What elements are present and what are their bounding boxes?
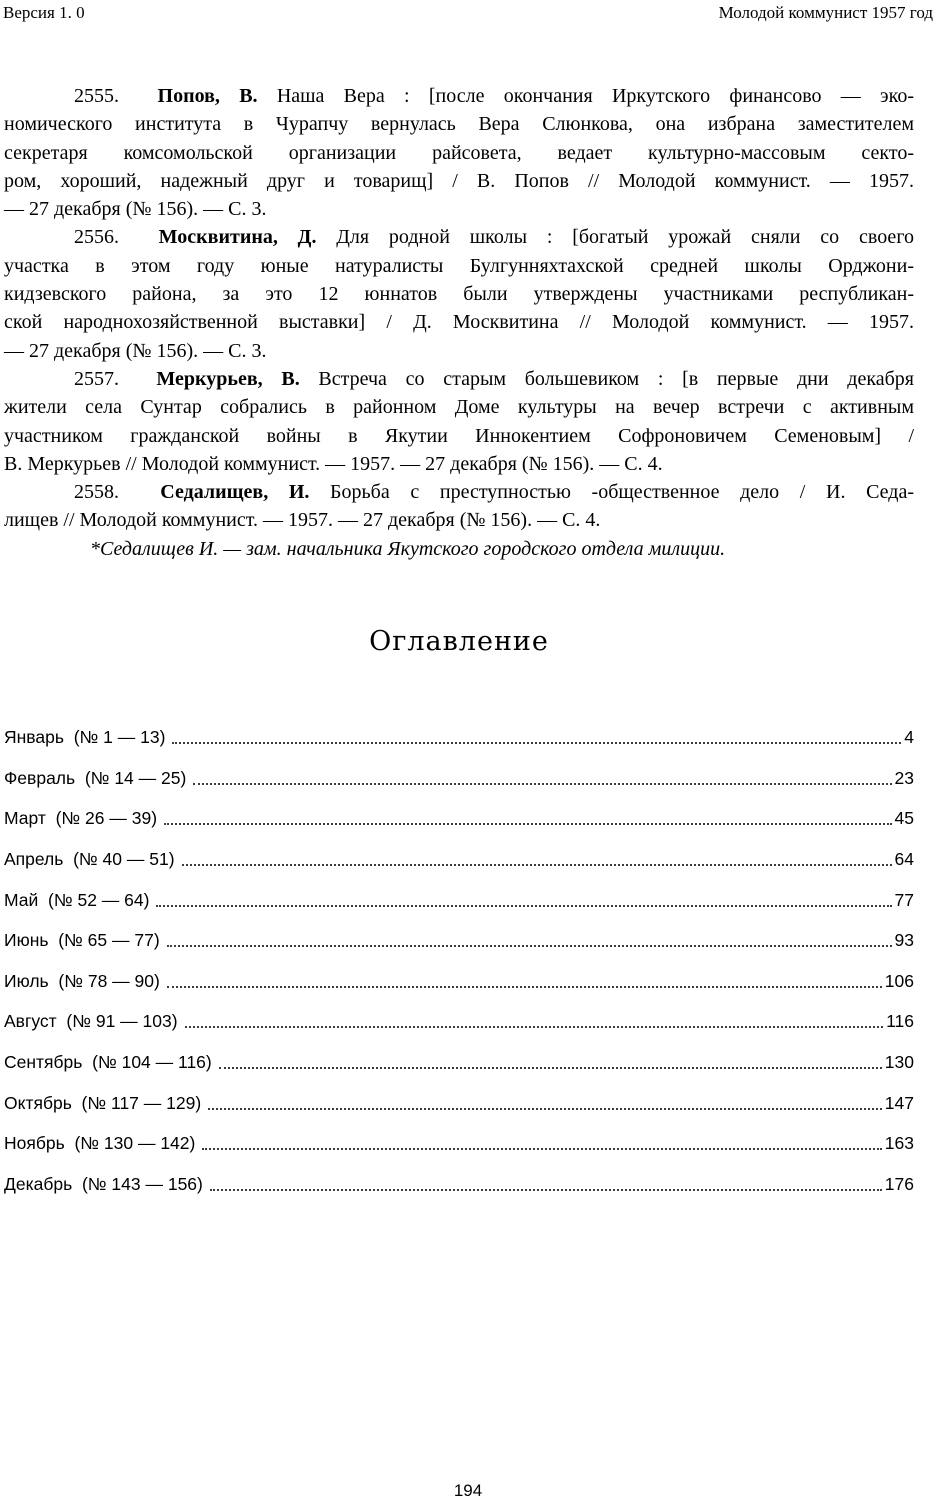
toc-page-number: 77 <box>894 889 914 910</box>
toc-page-number: 23 <box>894 767 914 788</box>
toc-label: Февраль (№ 14 — 25) <box>4 767 187 788</box>
page-header <box>3 2 933 24</box>
entry-line: лищев // Молодой коммунист. — 1957. — 27 декабря (№ 156). — С. 4. <box>4 509 601 532</box>
toc-label: Сентябрь (№ 104 — 116) <box>4 1052 212 1073</box>
toc-row <box>4 1042 914 1083</box>
entry-first-line: 2555. Попов, В. Наша Вера : [после окончания Иркутского финансово — эко- <box>74 85 914 107</box>
toc-row <box>4 798 914 839</box>
header-version-label: Версия 1. 0 <box>3 3 85 22</box>
toc-page-number: 147 <box>884 1092 914 1113</box>
toc-row <box>4 758 914 799</box>
toc-page-number: 130 <box>884 1052 914 1073</box>
toc-row <box>4 1001 914 1042</box>
toc-page-number: 176 <box>884 1174 914 1195</box>
entry-first-line: 2558. Седалищев, И. Борьба с преступностью -общественное дело / И. Седа- <box>74 481 915 504</box>
toc-label: Апрель (№ 40 — 51) <box>4 848 175 869</box>
toc-leader-dots <box>208 1108 882 1110</box>
entry-author: Москвитина, Д. <box>158 226 317 249</box>
toc-label: Июль (№ 78 — 90) <box>4 970 160 991</box>
bibliography <box>4 82 914 535</box>
toc-page-number: 45 <box>894 808 914 829</box>
entry-line: номического института в Чурапчу вернулась Вера Слюнкова, она избрана заместителем <box>4 113 914 136</box>
toc-label: Март (№ 26 — 39) <box>4 808 158 829</box>
toc-page-number: 116 <box>886 1011 914 1032</box>
entry-author: Седалищев, И. <box>160 481 310 504</box>
bibliography-entry <box>4 82 914 223</box>
toc-row <box>4 1083 914 1124</box>
toc-label: Январь (№ 1 — 13) <box>4 727 166 747</box>
entry-number: 2556. <box>74 226 119 249</box>
entry-line: жители села Сунтар собрались в районном Доме культуры на вечер встречи с активным <box>4 396 914 419</box>
entry-number: 2557. <box>74 367 119 390</box>
entry-annotation-note: *Седалищев И. — зам. начальника Якутского городского отдела милиции. <box>90 537 726 560</box>
entry-line: В. Меркурьев // Молодой коммунист. — 1957. — 27 декабря (№ 156). — С. 4. <box>4 452 663 475</box>
toc-leader-dots <box>202 1148 881 1150</box>
toc-label: Декабрь (№ 143 — 156) <box>4 1174 203 1195</box>
toc-label: Май (№ 52 — 64) <box>4 889 150 910</box>
toc-leader-dots <box>219 1067 882 1069</box>
toc-row <box>4 717 914 758</box>
toc-row <box>4 920 914 961</box>
toc-page-number: 163 <box>884 1133 914 1154</box>
toc-leader-dots <box>156 905 891 907</box>
toc-row <box>4 961 914 1002</box>
toc-page-number: 106 <box>884 970 914 991</box>
toc-row <box>4 1123 914 1164</box>
toc-label: Октябрь (№ 117 — 129) <box>4 1092 202 1113</box>
entry-line: участником гражданской войны в Якутии Иннокентием Софроновичем Семеновым] / <box>4 424 914 447</box>
toc-leader-dots <box>210 1189 882 1191</box>
toc-label: Август (№ 91 — 103) <box>4 1011 178 1032</box>
entry-line: кидзевского района, за это 12 юннатов были утверждены участниками республикан- <box>4 283 914 306</box>
header-source-title: Молодой коммунист 1957 год <box>718 3 933 22</box>
entry-line: — 27 декабря (№ 156). — С. 3. <box>4 339 267 362</box>
toc-page-number: 4 <box>904 727 914 747</box>
toc-row <box>4 880 914 921</box>
entry-line: секретаря комсомольской организации райсовета, ведает культурно-массовым секто- <box>4 141 914 164</box>
entry-line: — 27 декабря (№ 156). — С. 3. <box>4 198 267 221</box>
toc-leader-dots <box>172 742 901 744</box>
entry-first-line: 2557. Меркурьев, В. Встреча со старым большевиком : [в первые дни декабря <box>74 367 915 390</box>
bibliography-section <box>4 82 914 563</box>
toc-title: Оглавление <box>369 626 549 657</box>
bibliography-entry <box>4 223 914 364</box>
entry-first-line: 2556. Москвитина, Д. Для родной школы : [богатый урожай сняли со своего <box>74 226 915 249</box>
entry-author: Попов, В. <box>157 85 258 107</box>
entry-number: 2558. <box>74 481 119 504</box>
entry-number: 2555. <box>74 85 119 107</box>
toc-leader-dots <box>167 986 882 988</box>
toc-row <box>4 1164 914 1205</box>
toc-leader-dots <box>167 945 892 947</box>
toc-leader-dots <box>164 823 891 825</box>
toc-leader-dots <box>182 864 892 866</box>
toc-leader-dots <box>193 783 891 785</box>
bibliography-entry <box>4 365 914 478</box>
toc-label: Ноябрь (№ 130 — 142) <box>4 1133 196 1154</box>
footer-page-number: 194 <box>453 1481 483 1500</box>
toc-leader-dots <box>185 1026 884 1028</box>
toc-row <box>4 839 914 880</box>
toc-page-number: 64 <box>894 848 914 869</box>
toc-list <box>4 717 914 1205</box>
entry-line: ром, хороший, надежный друг и товарищ] / В. Попов // Молодой коммунист. — 1957. <box>4 169 914 192</box>
bibliography-entry <box>4 478 914 535</box>
page-footer <box>0 1481 936 1501</box>
entry-line: участка в этом году юные натуралисты Булгунняхтахской средней школы Орджони- <box>4 254 914 277</box>
entry-line: ской народнохозяйственной выставки] / Д. Москвитина // Молодой коммунист. — 1957. <box>4 311 914 334</box>
entry-author: Меркурьев, В. <box>156 367 300 390</box>
toc-label: Июнь (№ 65 — 77) <box>4 930 160 951</box>
toc-page-number: 93 <box>894 930 914 951</box>
